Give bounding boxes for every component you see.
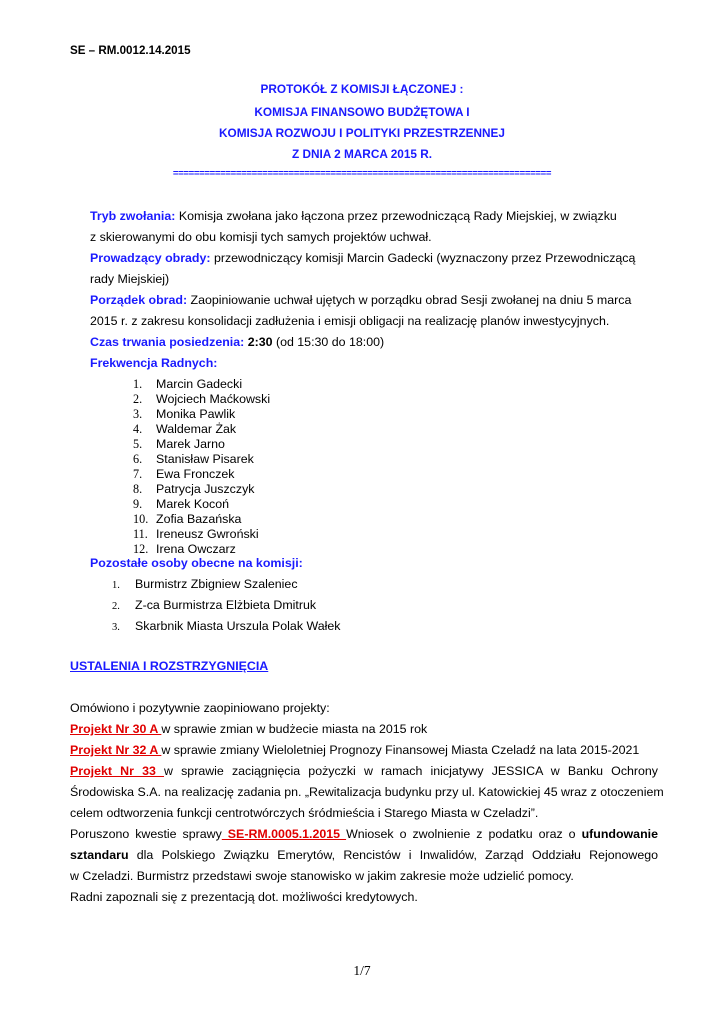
list-number: 9. bbox=[133, 497, 143, 511]
list-item bbox=[112, 619, 340, 633]
findings-intro: Omówiono i pozytywnie zaopiniowano projekty: bbox=[70, 701, 330, 715]
list-number: 2. bbox=[112, 601, 120, 612]
person-name: Skarbnik Miasta Urszula Polak Wałek bbox=[135, 619, 341, 633]
others-label-text: Pozostałe osoby obecne na komisji: bbox=[90, 556, 303, 570]
list-item bbox=[133, 422, 236, 437]
list-item bbox=[133, 467, 235, 482]
list-item bbox=[112, 598, 316, 612]
frekwencja-label bbox=[90, 356, 650, 370]
attendee-name: Wojciech Maćkowski bbox=[156, 392, 271, 406]
tryb-line-1 bbox=[90, 209, 650, 223]
list-number: 1. bbox=[112, 580, 120, 591]
czas-label: Czas trwania posiedzenia: bbox=[90, 335, 245, 349]
attendee-name: Ewa Fronczek bbox=[156, 467, 235, 481]
title-line-3: KOMISJA ROZWOJU I POLITYKI PRZESTRZENNEJ bbox=[219, 126, 505, 140]
attendee-name: Irena Owczarz bbox=[156, 542, 236, 556]
prow-text-2: rady Miejskiej) bbox=[90, 272, 170, 286]
project-30a-text: w sprawie zmian w budżecie miasta na 2015 rok bbox=[161, 722, 428, 736]
se-line-2 bbox=[70, 848, 658, 862]
list-number: 5. bbox=[133, 437, 143, 451]
czas-text: (od 15:30 do 18:00) bbox=[272, 335, 385, 349]
list-item bbox=[133, 497, 229, 512]
frekwencja-label-text: Frekwencja Radnych: bbox=[90, 356, 218, 370]
prow-text-1: przewodniczący komisji Marcin Gadecki (wyznaczony przez Przewodniczącą bbox=[210, 251, 636, 265]
list-item bbox=[133, 527, 259, 542]
attendee-name: Marek Jarno bbox=[156, 437, 225, 451]
attendee-name: Waldemar Żak bbox=[156, 422, 237, 436]
project-30a-line bbox=[70, 722, 658, 736]
se-line2-bold: sztandaru bbox=[70, 848, 129, 862]
list-number: 2. bbox=[133, 392, 143, 406]
attendee-name: Ireneusz Gwroński bbox=[156, 527, 259, 541]
title-line-2: KOMISJA FINANSOWO BUDŻĘTOWA I bbox=[254, 105, 470, 119]
list-item bbox=[133, 437, 225, 452]
list-number: 10. bbox=[133, 512, 149, 526]
list-item bbox=[133, 452, 254, 467]
project-32a-link[interactable]: Projekt Nr 32 A bbox=[70, 743, 162, 757]
porz-line-1 bbox=[90, 293, 650, 307]
title-line-1: PROTOKÓŁ Z KOMISJI ŁĄCZONEJ : bbox=[260, 82, 464, 96]
attendee-name: Marcin Gadecki bbox=[156, 377, 243, 391]
findings-heading: USTALENIA I ROZSTRZYGNIĘCIA bbox=[70, 659, 269, 673]
title-separator: ======================================================================== bbox=[172, 168, 552, 179]
project-30a-link[interactable]: Projekt Nr 30 A bbox=[70, 722, 162, 736]
list-item bbox=[133, 392, 270, 407]
project-33-text-3: celem odtworzenia funkcji centrotwórczych śródmieścia i Starego Miasta w Czeladzi”. bbox=[70, 806, 539, 820]
prow-label: Prowadzący obrady: bbox=[90, 251, 211, 265]
tryb-label: Tryb zwołania: bbox=[90, 209, 176, 223]
porz-text-1: Zaopiniowanie uchwał ujętych w porządku obrad Sesji zwołanej na dniu 5 marca bbox=[187, 293, 632, 307]
se-pre: Poruszono kwestie sprawy bbox=[70, 827, 222, 841]
project-33-link[interactable]: Projekt Nr 33 bbox=[70, 764, 165, 778]
list-item bbox=[133, 512, 241, 527]
list-number: 3. bbox=[112, 622, 120, 633]
list-item bbox=[112, 577, 298, 591]
project-33-line-1 bbox=[70, 764, 658, 778]
prow-line-1 bbox=[90, 251, 650, 265]
project-33-text-1: w sprawie zaciągnięcia pożyczki w ramach inicjatywy JESSICA w Banku Ochrony bbox=[164, 764, 659, 778]
list-item bbox=[133, 407, 235, 422]
person-name: Burmistrz Zbigniew Szaleniec bbox=[135, 577, 298, 591]
project-32a-line bbox=[70, 743, 658, 757]
czas-value: 2:30 bbox=[244, 335, 273, 349]
list-number: 12. bbox=[133, 542, 149, 556]
list-item bbox=[133, 542, 236, 557]
list-number: 3. bbox=[133, 407, 143, 421]
tryb-text-1: Komisja zwołana jako łączona przez przewodniczącą Rady Miejskiej, w związku bbox=[175, 209, 617, 223]
se-line-3: w Czeladzi. Burmistrz przedstawi swoje stanowisko w jakim zakresie może udzielić pomocy. bbox=[70, 869, 574, 883]
document-reference: SE – RM.0012.14.2015 bbox=[70, 44, 191, 57]
list-number: 7. bbox=[133, 467, 143, 481]
list-number: 1. bbox=[133, 377, 143, 391]
se-mid: Wniosek o zwolnienie z podatku oraz o bbox=[346, 827, 582, 841]
list-number: 8. bbox=[133, 482, 143, 496]
list-number: 4. bbox=[133, 422, 143, 436]
se-line2-text: dla Polskiego Związku Emerytów, Rencistów i Inwalidów, Zarząd Oddziału Rejonowego bbox=[128, 848, 658, 862]
others-label bbox=[90, 556, 650, 570]
page-number: 1/7 bbox=[353, 963, 371, 978]
project-32a-text: w sprawie zmiany Wieloletniej Prognozy Finansowej Miasta Czeladź na lata 2015-2021 bbox=[161, 743, 640, 757]
list-item bbox=[133, 482, 254, 497]
attendee-name: Marek Kocoń bbox=[156, 497, 230, 511]
list-number: 6. bbox=[133, 452, 143, 466]
porz-text-2: 2015 r. z zakresu konsolidacji zadłużenia i emisji obligacji na realizację planów inwestycyjnych. bbox=[90, 314, 610, 328]
se-ref-link[interactable]: SE-RM.0005.1.2015 bbox=[221, 827, 347, 841]
attendee-name: Patrycja Juszczyk bbox=[156, 482, 255, 496]
czas-line bbox=[90, 335, 650, 349]
person-name: Z-ca Burmistrza Elżbieta Dmitruk bbox=[135, 598, 317, 612]
list-item bbox=[133, 377, 242, 392]
attendee-name: Stanisław Pisarek bbox=[156, 452, 254, 466]
attendee-name: Monika Pawlik bbox=[156, 407, 236, 421]
title-line-4: Z DNIA 2 MARCA 2015 R. bbox=[291, 147, 433, 161]
porz-label: Porządek obrad: bbox=[90, 293, 188, 307]
tryb-text-2: z skierowanymi do obu komisji tych samych projektów uchwał. bbox=[90, 230, 432, 244]
se-bold: ufundowanie bbox=[581, 827, 658, 841]
project-33-text-2: Środowiska S.A. na realizację zadania pn. „Rewitalizacja budynku przy ul. Katowickiej 45 wraz z otoczeniem bbox=[70, 785, 664, 799]
attendee-name: Zofia Bazańska bbox=[156, 512, 242, 526]
se-line-1 bbox=[70, 827, 658, 841]
final-line: Radni zapoznali się z prezentacją dot. możliwości kredytowych. bbox=[70, 890, 418, 904]
list-number: 11. bbox=[133, 527, 148, 541]
